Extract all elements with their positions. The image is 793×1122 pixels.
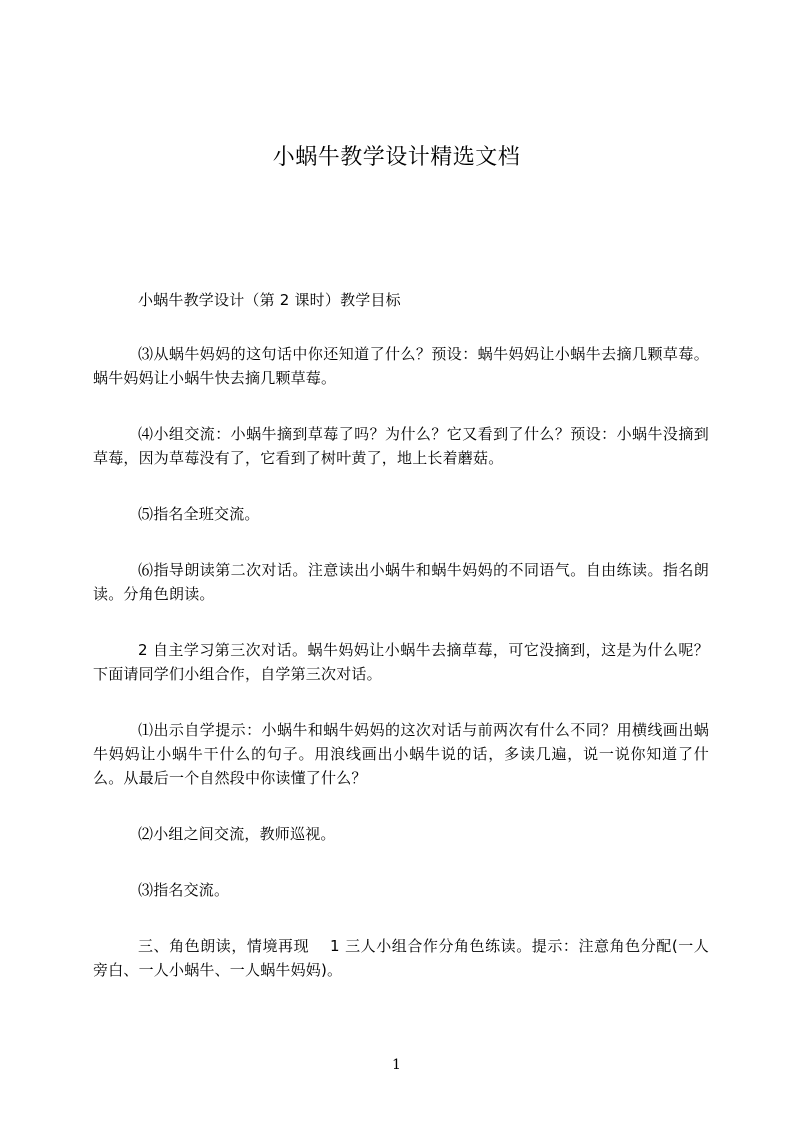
paragraph-step-3: ⑶从蜗牛妈妈的这句话中你还知道了什么？预设：蜗牛妈妈让小蜗牛去摘几颗草莓。蜗牛妈妈让小蜗牛快去摘几颗草莓。 xyxy=(93,345,709,387)
document-title: 小蜗牛教学设计精选文档 xyxy=(272,145,521,170)
paragraph-step-6: ⑹指导朗读第二次对话。注意读出小蜗牛和蜗牛妈妈的不同语气。自由练读。指名朗读。分角色朗读。 xyxy=(93,561,709,603)
page-number: 1 xyxy=(392,1057,401,1073)
document-body xyxy=(93,288,709,1014)
paragraph-substep-2: ⑵小组之间交流，教师巡视。 xyxy=(138,825,336,843)
paragraph-step-4: ⑷小组交流：小蜗牛摘到草莓了吗？为什么？它又看到了什么？预设：小蜗牛没摘到草莓，因为草莓没有了，它看到了树叶黄了，地上长着蘑菇。 xyxy=(93,425,709,467)
paragraph-section-3: 三、角色朗读，情境再现 1 三人小组合作分角色练读。提示：注意角色分配(一人旁白、一人小蜗牛、一人蜗牛妈妈)。 xyxy=(93,937,709,979)
paragraph-section-2: 2 自主学习第三次对话。蜗牛妈妈让小蜗牛去摘草莓，可它没摘到，这是为什么呢？下面请同学们小组合作，自学第三次对话。 xyxy=(93,641,709,683)
paragraph-substep-1: ⑴出示自学提示：小蜗牛和蜗牛妈妈的这次对话与前两次有什么不同？用横线画出蜗牛妈妈让小蜗牛干什么的句子。用浪线画出小蜗牛说的话，多读几遍，说一说你知道了什么。从最后一个自然段中你读懂了什么？ xyxy=(93,721,709,787)
paragraph-substep-3: ⑶指名交流。 xyxy=(138,881,230,899)
paragraph-step-5: ⑸指名全班交流。 xyxy=(138,505,260,523)
paragraph-lesson-heading: 小蜗牛教学设计（第 2 课时）教学目标 xyxy=(138,291,401,309)
